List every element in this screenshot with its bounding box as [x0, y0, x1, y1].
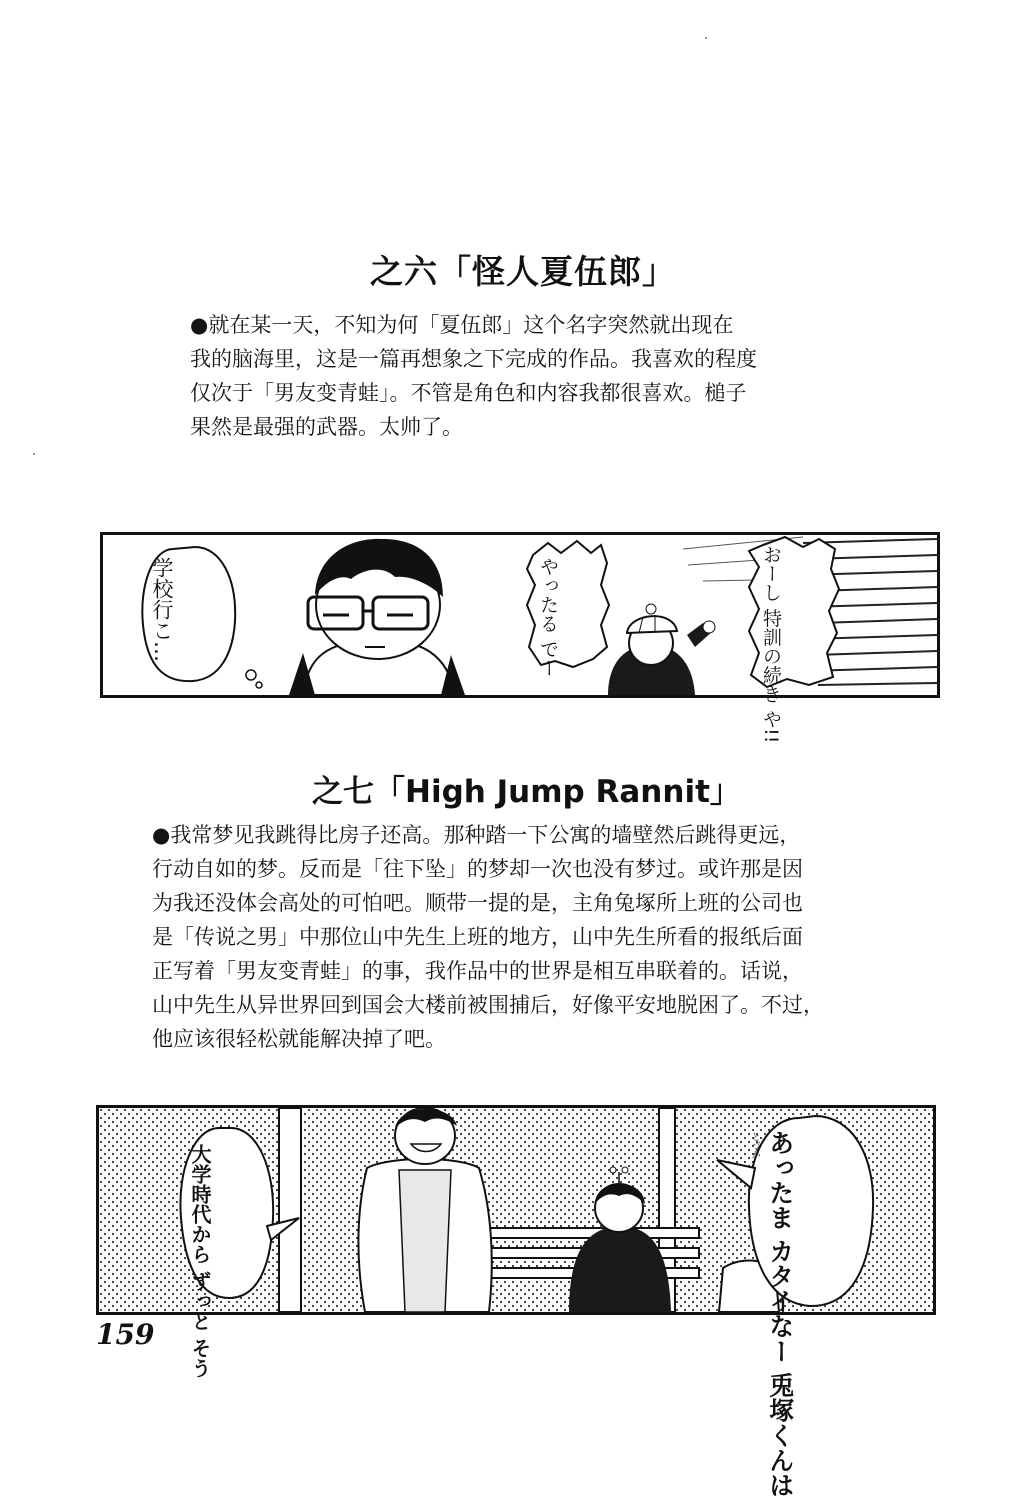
speech-line: でー: [536, 639, 559, 678]
speech-line: 学校行こ…: [150, 557, 175, 662]
section-title-7: 之七「High Jump Rannit」: [312, 774, 741, 810]
page-number: 159: [96, 1318, 155, 1351]
note-line: 是「传说之男」中那位山中先生上班的地方，山中先生所看的报纸后面: [152, 925, 803, 949]
speech-bubble-left: [188, 1144, 212, 1378]
panel-1-artwork: [103, 535, 937, 695]
scan-speck: [33, 453, 35, 455]
furigana: とづか: [749, 1132, 760, 1159]
speech-line: あったま: [765, 1130, 795, 1230]
author-note-6: [190, 308, 757, 444]
note-line: 为我还没体会高处的可怕吧。顺带一提的是，主角兔塚所上班的公司也: [152, 891, 803, 915]
note-line: 山中先生从异世界回到国会大楼前被围捕后，好像平安地脱困了。不过，: [152, 993, 824, 1017]
scan-speck: [705, 37, 707, 39]
speech-line: 大学時代から: [188, 1144, 212, 1264]
note-line: 我的脑海里，这是一篇再想象之下完成的作品。我喜欢的程度: [190, 347, 757, 371]
note-line: 仅次于「男友变青蛙」。不管是角色和内容我都很喜欢。槌子: [190, 381, 747, 405]
panel-2-artwork: [99, 1108, 933, 1312]
speech-line: や!!: [759, 709, 782, 744]
speech-line: ずっと そう: [188, 1270, 212, 1378]
speech-line: カタイなー: [765, 1238, 795, 1364]
speech-line: やったる: [536, 557, 559, 633]
speech-line: 特訓の続き: [759, 608, 782, 704]
note-line: ●我常梦见我跳得比房子还高。那种踏一下公寓的墙壁然后跳得更远，: [152, 823, 801, 847]
section-title-6: 之六「怪人夏伍郎」: [370, 252, 676, 291]
note-line: 他应该很轻松就能解决掉了吧。: [152, 1027, 446, 1051]
speech-bubble-middle: [536, 557, 559, 678]
note-line: ●就在某一天，不知为何「夏伍郎」这个名字突然就出现在: [190, 313, 734, 337]
note-line: 正写着「男友变青蛙」的事，我作品中的世界是相互串联着的。话说，: [152, 959, 803, 983]
manga-panel-1: [100, 532, 940, 744]
note-line: 行动自如的梦。反而是「往下坠」的梦却一次也没有梦过。或许那是因: [152, 857, 803, 881]
speech-line: おーし: [759, 545, 782, 602]
speech-bubble-left: [151, 557, 173, 687]
speech-line: 兎塚くんは: [765, 1372, 795, 1497]
speech-bubble-right: [765, 1130, 795, 1497]
author-note-7: [152, 818, 824, 1056]
note-line: 果然是最强的武器。太帅了。: [190, 415, 463, 439]
speech-bubble-right: [759, 545, 782, 744]
